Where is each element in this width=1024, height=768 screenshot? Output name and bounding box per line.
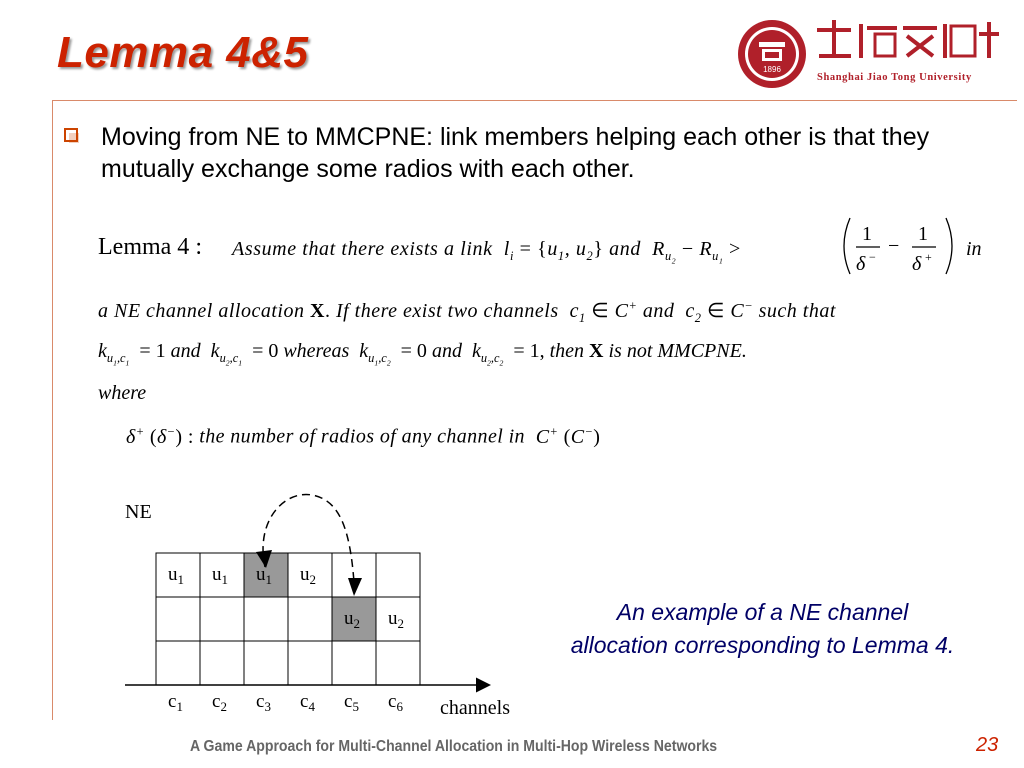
svg-text:−: − [869, 250, 876, 264]
channel-label: $c_4$ [300, 691, 315, 714]
bullet-text: Moving from NE to MMCPNE: link members helping each other is that they mutually exchange some radios with each other. [101, 123, 930, 183]
channel-allocation-diagram [110, 490, 540, 730]
lemma-where: where [98, 382, 147, 404]
seal-icon [738, 20, 806, 88]
figure-caption: An example of a NE channel allocation corresponding to Lemma 4. [570, 599, 955, 658]
grid-cell [156, 641, 200, 685]
svg-text:1: 1 [918, 223, 928, 245]
slide-title: Lemma 4&5 [57, 28, 309, 77]
ne-label: NE [125, 501, 152, 523]
svg-text:δ: δ [912, 253, 922, 275]
grid-cell [244, 641, 288, 685]
grid-cell [156, 597, 200, 641]
grid-cell [332, 641, 376, 685]
svg-text:+: + [925, 250, 932, 264]
channel-label: $c_5$ [344, 691, 359, 714]
cell-user-label: $u_2$ [344, 608, 360, 631]
axis-label: channels [440, 697, 510, 719]
lemma-delta-definition: δ+ (δ−) : the number of radios of any channel in C+ (C−) [126, 424, 601, 448]
channel-label: $c_6$ [388, 691, 403, 714]
svg-text:δ: δ [856, 253, 866, 275]
lemma-in: in [966, 238, 982, 260]
cell-user-label: $u_2$ [300, 564, 316, 587]
grid-cell [200, 641, 244, 685]
grid-cell [288, 641, 332, 685]
fraction-formula [836, 214, 960, 278]
svg-text:−: − [888, 235, 900, 257]
grid-cell [288, 597, 332, 641]
svg-text:1: 1 [862, 223, 872, 245]
left-margin-line [52, 100, 53, 720]
cell-user-label: $u_1$ [256, 564, 272, 587]
page-number: 23 [976, 734, 999, 756]
channel-label: $c_2$ [212, 691, 227, 714]
grid-cell [376, 641, 420, 685]
footer-title: A Game Approach for Multi-Channel Allocation in Multi-Hop Wireless Networks [190, 738, 718, 755]
grid-cell [200, 597, 244, 641]
grid-cell [244, 597, 288, 641]
cell-user-label: $u_1$ [212, 564, 228, 587]
university-logo [735, 14, 1000, 94]
university-name-english: Shanghai Jiao Tong University [817, 72, 972, 83]
university-name-chinese [817, 20, 999, 58]
channel-label: $c_3$ [256, 691, 271, 714]
channel-label: $c_1$ [168, 691, 183, 714]
svg-text:1896: 1896 [763, 65, 781, 74]
header-divider [52, 100, 1017, 101]
lemma-line-1: Assume that there exists a link $l_i = \{u_1$, $u_2$} and $R_{u_2} - R_{u_1}$ > [232, 238, 741, 266]
bullet-box-icon [64, 128, 78, 142]
cell-user-label: $u_1$ [168, 564, 184, 587]
lemma-label: Lemma 4 [98, 234, 190, 260]
grid-cell [376, 553, 420, 597]
lemma-line-3: $k_{u_1,c_1} = 1$ and $k_{u_2,c_1} = 0$ whereas $k_{u_1,c_2} = 0$ and $k_{u_2,c_2} = 1$, then X is not MMCPNE. [98, 340, 747, 368]
lemma-label-line: Lemma 4 : [98, 234, 202, 260]
lemma-line-2: a NE channel allocation X. If there exist two channels $c_1$ ∈ C+ and $c_2$ ∈ C− such that [98, 298, 836, 325]
cell-user-label: $u_2$ [388, 608, 404, 631]
